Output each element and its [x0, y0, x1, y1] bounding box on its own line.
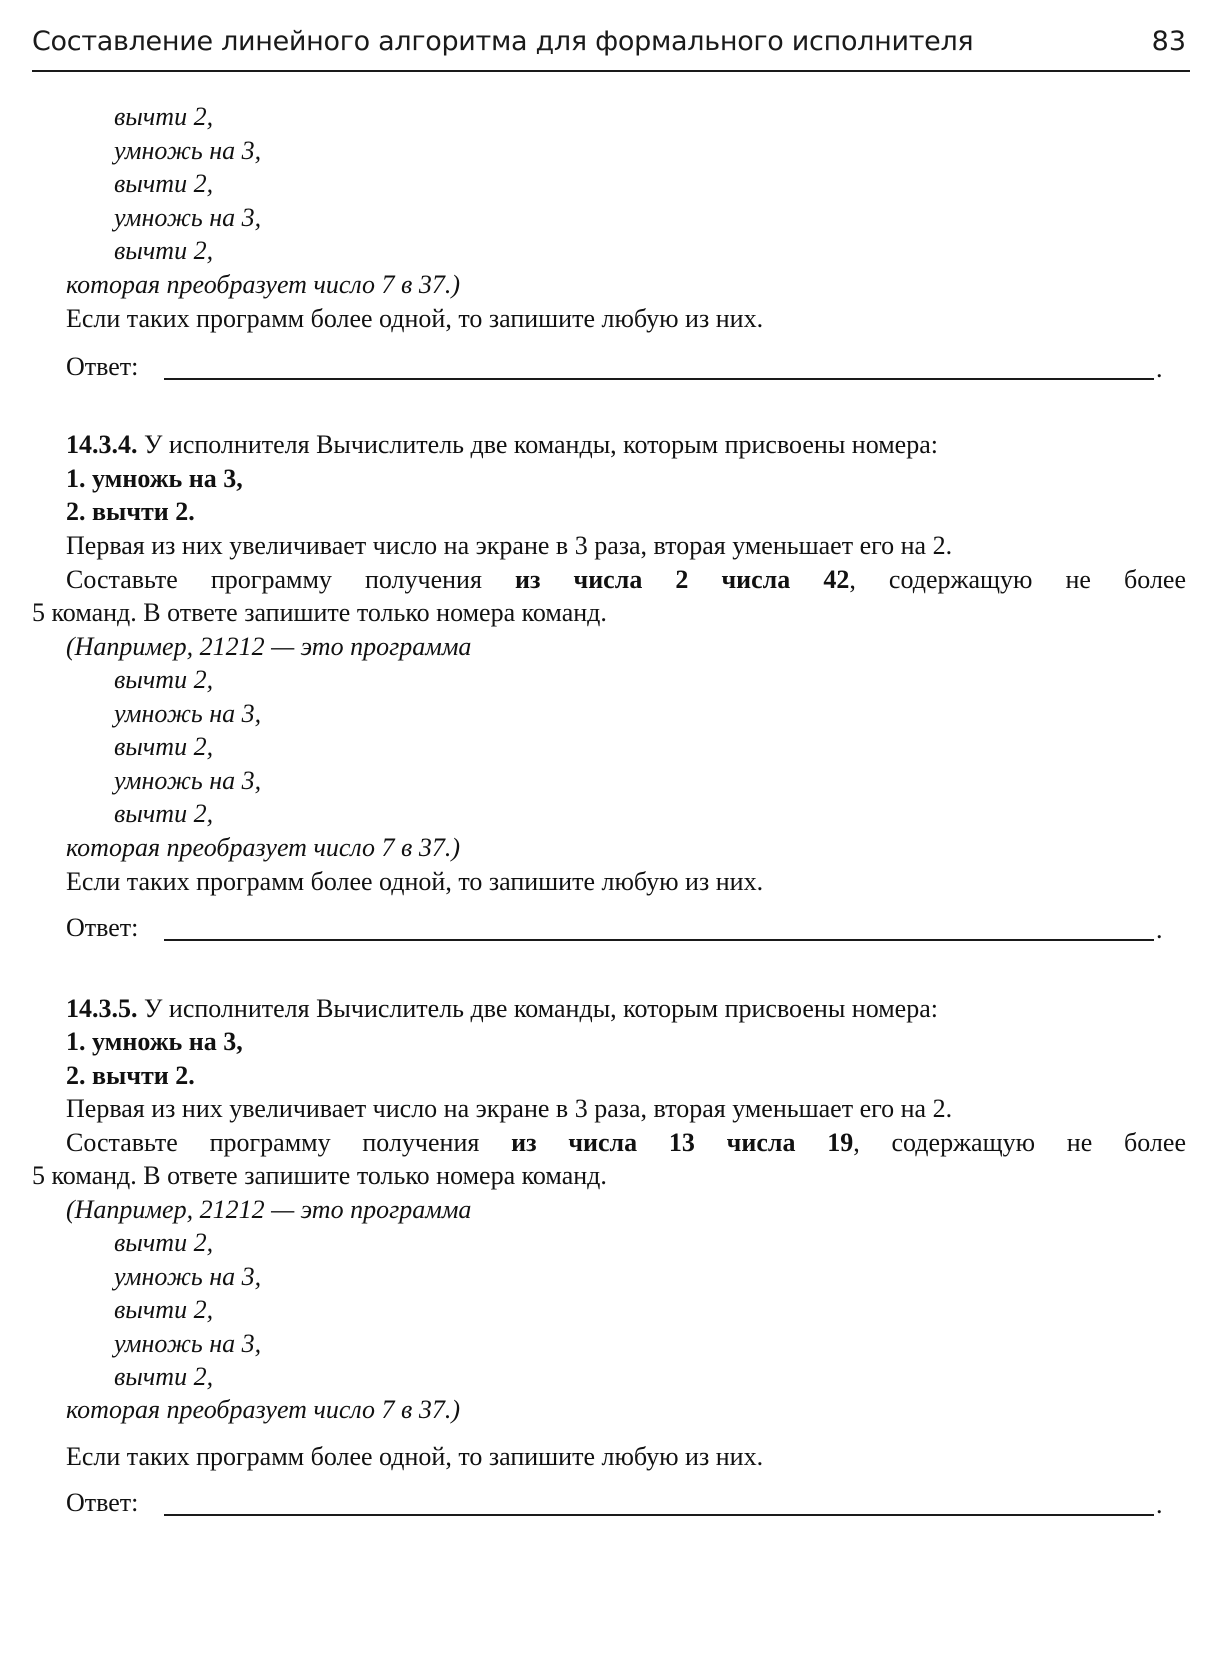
- instruction: Если таких программ более одной, то запишите любую из них.: [66, 304, 764, 333]
- answer-end: .: [1156, 1490, 1163, 1519]
- page-header: [32, 26, 1190, 72]
- task-program-line: [66, 1126, 1186, 1160]
- example-line: умножь на 3,: [114, 1262, 262, 1291]
- command-1: 1. умножь на 3,: [66, 464, 243, 493]
- example-line: вычти 2,: [114, 169, 214, 198]
- command-2: 2. вычти 2.: [66, 497, 195, 526]
- program-text-bold: из числа 2 числа 42: [515, 565, 850, 594]
- example-line: вычти 2,: [114, 1362, 214, 1391]
- program-text-a: Составьте программу получения: [66, 1128, 512, 1157]
- task-number: 14.3.4.: [66, 430, 138, 459]
- example-line: вычти 2,: [114, 236, 214, 265]
- example-line: вычти 2,: [114, 1295, 214, 1324]
- program-text-a: Составьте программу получения: [66, 565, 516, 594]
- answer-field[interactable]: [164, 1514, 1154, 1516]
- task-program-line-2: 5 команд. В ответе запишите только номера команд.: [32, 598, 607, 627]
- answer-field[interactable]: [164, 378, 1154, 380]
- answer-label: Ответ:: [66, 1488, 139, 1517]
- example-line: умножь на 3,: [114, 203, 262, 232]
- task-description: Первая из них увеличивает число на экране в 3 раза, вторая уменьшает его на 2.: [66, 531, 953, 560]
- example-intro: (Например, 21212 — это программа: [66, 632, 472, 661]
- task-program-line: [66, 563, 1186, 597]
- answer-label: Ответ:: [66, 913, 139, 942]
- command-1: 1. умножь на 3,: [66, 1027, 243, 1056]
- example-line: вычти 2,: [114, 102, 214, 131]
- example-line: вычти 2,: [114, 1228, 214, 1257]
- example-line: умножь на 3,: [114, 766, 262, 795]
- instruction: Если таких программ более одной, то запишите любую из них.: [66, 867, 764, 896]
- program-text-c: , содержащую не более: [849, 565, 1186, 594]
- program-text-bold: из числа 13 числа 19: [511, 1128, 854, 1157]
- example-line: умножь на 3,: [114, 1329, 262, 1358]
- page-number: 83: [1151, 26, 1186, 57]
- example-end: которая преобразует число 7 в 37.): [66, 270, 460, 299]
- task-heading: [66, 992, 938, 1026]
- task-intro: У исполнителя Вычислитель две команды, которым присвоены номера:: [137, 994, 938, 1023]
- task-intro: У исполнителя Вычислитель две команды, которым присвоены номера:: [137, 430, 938, 459]
- task-number: 14.3.5.: [66, 994, 138, 1023]
- answer-field[interactable]: [164, 939, 1154, 941]
- task-program-line-2: 5 команд. В ответе запишите только номера команд.: [32, 1161, 607, 1190]
- answer-end: .: [1156, 354, 1163, 383]
- example-line: умножь на 3,: [114, 136, 262, 165]
- command-2: 2. вычти 2.: [66, 1061, 195, 1090]
- answer-end: .: [1156, 915, 1163, 944]
- example-line: вычти 2,: [114, 732, 214, 761]
- instruction: Если таких программ более одной, то запишите любую из них.: [66, 1442, 764, 1471]
- example-end: которая преобразует число 7 в 37.): [66, 833, 460, 862]
- task-description: Первая из них увеличивает число на экране в 3 раза, вторая уменьшает его на 2.: [66, 1094, 953, 1123]
- example-intro: (Например, 21212 — это программа: [66, 1195, 472, 1224]
- example-line: вычти 2,: [114, 665, 214, 694]
- program-text-c: , содержащую не более: [853, 1128, 1186, 1157]
- example-end: которая преобразует число 7 в 37.): [66, 1395, 460, 1424]
- running-title: Составление линейного алгоритма для формального исполнителя: [32, 26, 974, 57]
- example-line: умножь на 3,: [114, 699, 262, 728]
- task-heading: [66, 428, 938, 462]
- example-line: вычти 2,: [114, 799, 214, 828]
- answer-label: Ответ:: [66, 352, 139, 381]
